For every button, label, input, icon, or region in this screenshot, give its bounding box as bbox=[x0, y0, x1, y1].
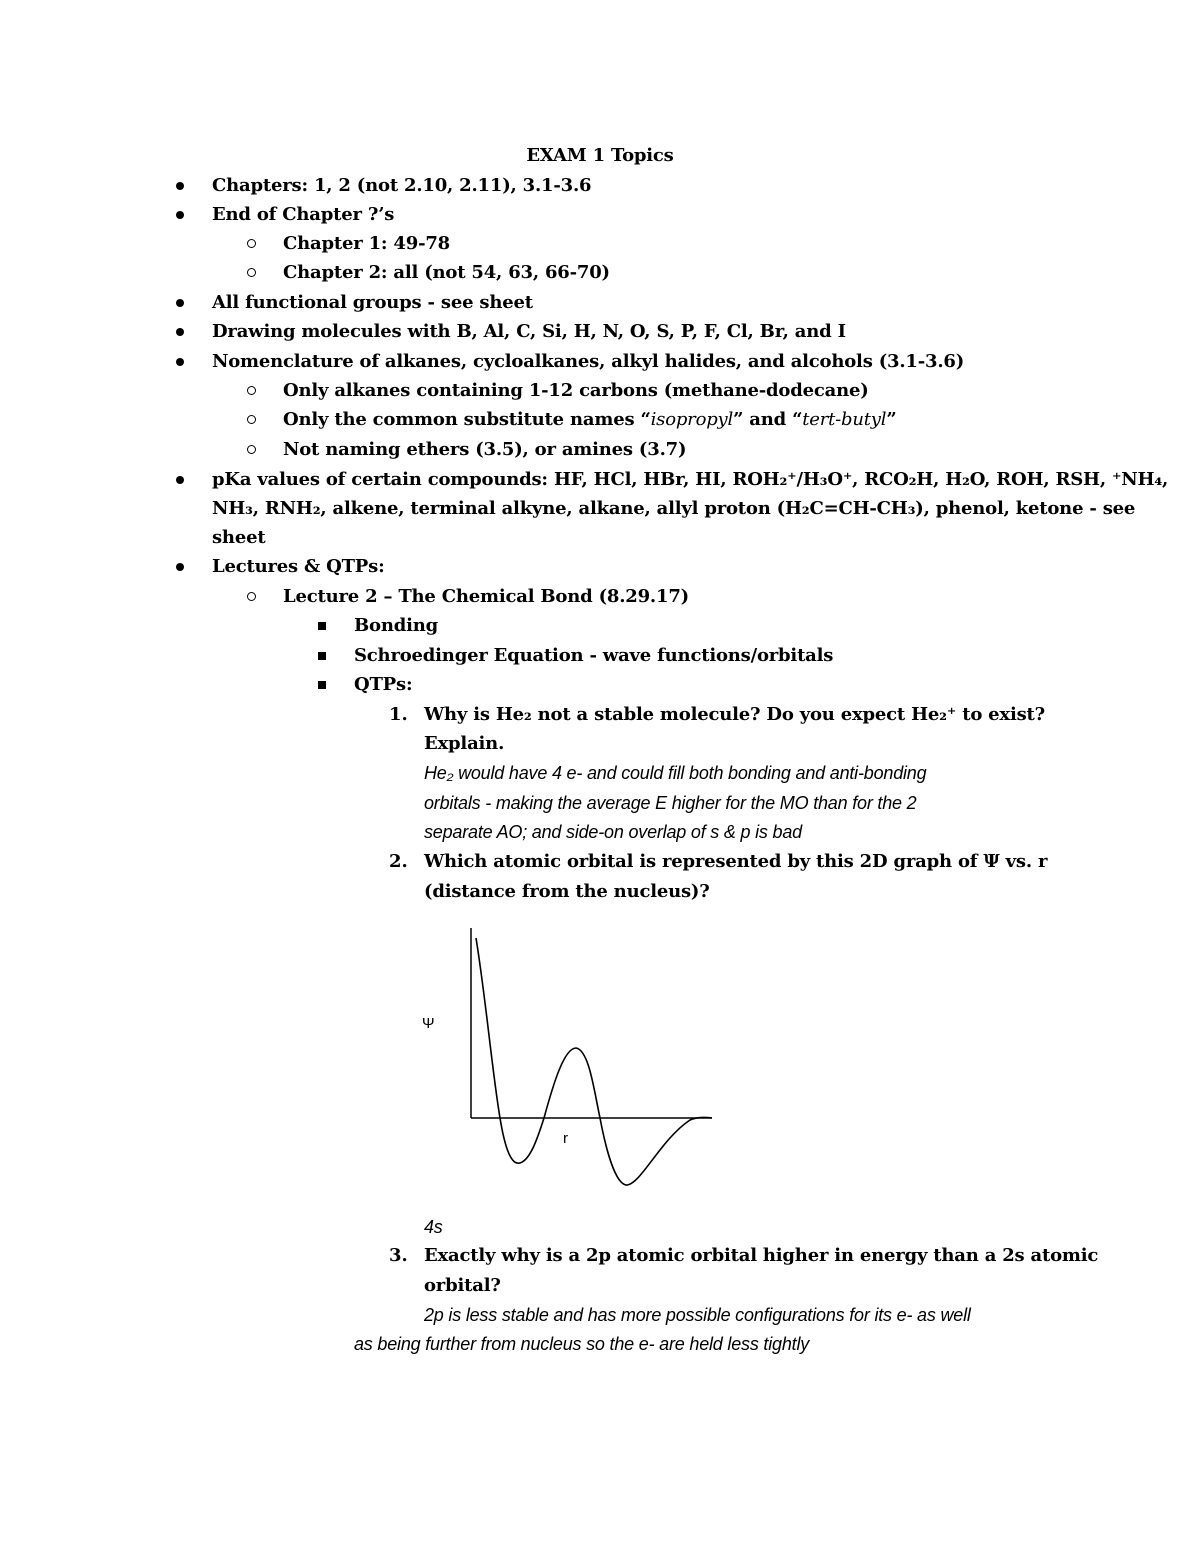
common-names-text-b: ” and “ bbox=[733, 409, 803, 430]
tert-butyl-name: tert-butyl bbox=[802, 409, 887, 430]
nomenclature-item: Nomenclature of alkanes, cycloalkanes, alkyl halides, and alcohols (3.1-3.6) bbox=[212, 351, 965, 372]
q2-line-2: (distance from the nucleus)? bbox=[424, 881, 710, 902]
q1-answer-2: orbitals - making the average E higher for the MO than for the 2 bbox=[424, 793, 917, 813]
x-axis-label: r bbox=[563, 1130, 568, 1147]
q3-line-1: Exactly why is a 2p atomic orbital higher in energy than a 2s atomic bbox=[424, 1245, 1099, 1266]
drawing-item: Drawing molecules with B, Al, C, Si, H, N, O, S, P, F, Cl, Br, and I bbox=[212, 321, 846, 342]
q1-number: 1. bbox=[389, 704, 408, 725]
qtps-item: QTPs: bbox=[354, 674, 413, 695]
q2-number: 2. bbox=[389, 851, 408, 872]
chapters-item: Chapters: 1, 2 (not 2.10, 2.11), 3.1-3.6 bbox=[212, 175, 592, 196]
pka-line-2: NH₃, RNH₂, alkene, terminal alkyne, alkane, allyl proton (H₂C=CH-CH₃), phenol, ketone - see bbox=[212, 498, 1136, 519]
q3-number: 3. bbox=[389, 1245, 408, 1266]
pka-line-1: pKa values of certain compounds: HF, HCl, HBr, HI, ROH₂⁺/H₃O⁺, RCO₂H, H₂O, ROH, RSH, ⁺NH₄, bbox=[212, 469, 1169, 490]
q2-answer: 4s bbox=[424, 1217, 443, 1237]
y-axis-label: Ψ bbox=[422, 1015, 435, 1032]
wave-function-curve bbox=[476, 938, 712, 1185]
chapter1-item: Chapter 1: 49-78 bbox=[283, 233, 450, 254]
q3-answer-1: 2p is less stable and has more possible configurations for its e- as well bbox=[424, 1305, 971, 1325]
functional-groups-item: All functional groups - see sheet bbox=[212, 292, 533, 313]
lecture2-item: Lecture 2 – The Chemical Bond (8.29.17) bbox=[283, 586, 689, 607]
q1-line-1: Why is He₂ not a stable molecule? Do you expect He₂⁺ to exist? bbox=[424, 704, 1046, 725]
q1-answer-1: He₂ would have 4 e- and could fill both bonding and anti-bonding bbox=[424, 763, 927, 783]
pka-line-3: sheet bbox=[212, 527, 266, 548]
page-title: EXAM 1 Topics bbox=[526, 145, 674, 166]
common-names-text-a: Only the common substitute names “ bbox=[283, 409, 651, 430]
schroedinger-item: Schroedinger Equation - wave functions/orbitals bbox=[354, 645, 834, 666]
chapter2-item: Chapter 2: all (not 54, 63, 66-70) bbox=[283, 262, 610, 283]
not-naming-item: Not naming ethers (3.5), or amines (3.7) bbox=[283, 439, 687, 460]
end-of-chapter-item: End of Chapter ?’s bbox=[212, 204, 395, 225]
isopropyl-name: isopropyl bbox=[650, 409, 734, 430]
q1-answer-3: separate AO; and side-on overlap of s & p is bad bbox=[424, 822, 802, 842]
q3-line-2: orbital? bbox=[424, 1275, 501, 1296]
q2-line-1: Which atomic orbital is represented by this 2D graph of Ψ vs. r bbox=[424, 851, 1048, 872]
lectures-item: Lectures & QTPs: bbox=[212, 556, 385, 577]
q1-line-2: Explain. bbox=[424, 733, 505, 754]
common-names-text-c: ” bbox=[886, 409, 897, 430]
q3-answer-2: as being further from nucleus so the e- are held less tightly bbox=[354, 1334, 810, 1354]
only-alkanes-item: Only alkanes containing 1-12 carbons (methane-dodecane) bbox=[283, 380, 869, 401]
bonding-item: Bonding bbox=[354, 615, 439, 636]
